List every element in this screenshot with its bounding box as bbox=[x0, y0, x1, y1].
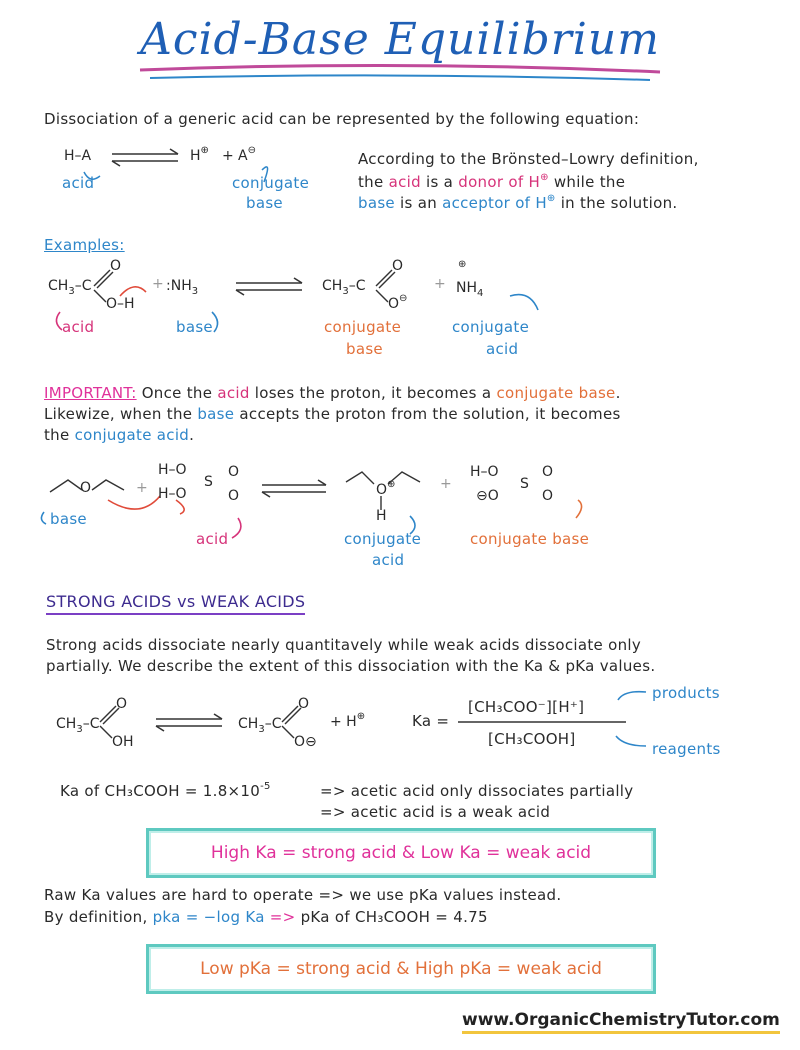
important-line-3: the conjugate acid. bbox=[44, 426, 195, 444]
equilibrium-arrow-1 bbox=[112, 149, 178, 166]
sulfuric-acid-o-1: O bbox=[228, 464, 240, 480]
rule-box-ka: High Ka = strong acid & Low Ka = weak acid bbox=[146, 828, 656, 878]
eq-reactant: H–A bbox=[64, 148, 92, 164]
page-title: Acid-Base Equilibrium bbox=[140, 14, 660, 65]
example2-label-base: base bbox=[50, 510, 87, 528]
ether-proton-arrow bbox=[108, 496, 160, 509]
examples-heading: Examples: bbox=[44, 236, 125, 254]
eq-product-a: A⊖ bbox=[238, 145, 256, 164]
definition-line-2: the acid is a donor of H⊕ while the bbox=[358, 172, 626, 191]
sulfuric-acid-ho-1: H–O bbox=[158, 462, 187, 478]
acetic-acid-oh: O–H bbox=[106, 296, 135, 312]
eq-product-h: H⊕ bbox=[190, 145, 209, 164]
strong-weak-p1: Strong acids dissociate nearly quantitavely while weak acids dissociate only bbox=[46, 636, 642, 654]
important-line-1: IMPORTANT: Once the acid loses the proton, it becomes a conjugate base. bbox=[44, 384, 621, 402]
example-label-acid: acid bbox=[62, 318, 95, 336]
acetate: $CH_3-C$ bbox=[322, 278, 366, 297]
acetic-acid-2: $CH_3-C$ bbox=[56, 716, 100, 735]
bisulfate-s: S bbox=[520, 476, 529, 492]
strong-weak-p2: partially. We describe the extent of this dissociation with the Ka & pKa values. bbox=[46, 657, 656, 675]
bisulfate-o-1: O bbox=[542, 464, 554, 480]
plus-1: + bbox=[152, 276, 164, 292]
label-products: products bbox=[652, 684, 720, 702]
sulfuric-acid-s: S bbox=[204, 474, 213, 490]
label-reagents: reagents bbox=[652, 740, 721, 758]
acetate-2-o: O bbox=[298, 696, 310, 712]
example-label-base: base bbox=[176, 318, 213, 336]
ammonium-charge: ⊕ bbox=[458, 259, 467, 270]
acid2-arrow bbox=[232, 518, 241, 538]
footer-url[interactable]: www.OrganicChemistryTutor.com bbox=[462, 1010, 780, 1034]
example-label-conj-acid-1: conjugate bbox=[452, 318, 530, 336]
sulfuric-acid-o-2: O bbox=[228, 488, 240, 504]
label-conjugate: conjugate bbox=[232, 174, 310, 192]
conclusion-1: => acetic acid only dissociates partially bbox=[320, 782, 634, 800]
example-label-conj-base-2: base bbox=[346, 340, 383, 358]
acetic-acid-2-o: O bbox=[116, 696, 128, 712]
title-underline-2 bbox=[150, 75, 650, 80]
equilibrium-arrow-4 bbox=[156, 714, 222, 731]
plus-4: + bbox=[440, 476, 452, 492]
ka-numerator: [CH₃COO⁻][H⁺] bbox=[468, 698, 585, 716]
rule-box-pka: Low pKa = strong acid & High pKa = weak acid bbox=[146, 944, 656, 994]
label-conjugate-base: base bbox=[246, 194, 283, 212]
title-underline bbox=[140, 65, 660, 72]
oxonium-h: H bbox=[376, 508, 387, 524]
acetate-2: $CH_3-C$ bbox=[238, 716, 282, 735]
eq-plus: + bbox=[222, 148, 234, 164]
acetate-o-minus: O⊖ bbox=[388, 293, 408, 312]
oxonium-o: O⊕ bbox=[376, 479, 396, 498]
acetic-acid-o: O bbox=[110, 258, 122, 274]
example2-label-conj-base: conjugate base bbox=[470, 530, 590, 548]
example2-label-acid: acid bbox=[196, 530, 229, 548]
conj-acid-arrow bbox=[510, 295, 538, 310]
plus-3: + bbox=[136, 480, 148, 496]
example-label-conj-acid-2: acid bbox=[486, 340, 519, 358]
acetic-acid-2-oh: OH bbox=[112, 734, 134, 750]
raw-ka-text: Raw Ka values are hard to operate => we use pKa values instead. bbox=[44, 886, 562, 904]
bisulfate-ho: H–O bbox=[470, 464, 499, 480]
example2-label-conj-acid-2: acid bbox=[372, 551, 405, 569]
definition-line-1: According to the Brönsted–Lowry definition, bbox=[358, 150, 699, 168]
conj-base2-arrow bbox=[576, 500, 582, 518]
strong-weak-heading: STRONG ACIDS vs WEAK ACIDS bbox=[46, 592, 305, 611]
acetate-2-plus-h: + H⊕ bbox=[330, 711, 366, 730]
definition-line-3: base is an acceptor of H⊕ in the solution. bbox=[358, 193, 678, 212]
intro-text: Dissociation of a generic acid can be represented by the following equation: bbox=[44, 110, 640, 128]
ka-label: Ka = bbox=[412, 712, 450, 730]
equilibrium-arrow-2 bbox=[236, 278, 302, 295]
base2-arrow bbox=[41, 512, 46, 524]
acetate-o: O bbox=[392, 258, 404, 274]
bisulfate-o-minus: ⊖O bbox=[476, 488, 499, 504]
label-acid: acid bbox=[62, 174, 95, 192]
example2-label-conj-acid-1: conjugate bbox=[344, 530, 422, 548]
oh-arrow bbox=[176, 500, 184, 514]
pka-definition: By definition, pka = −log Ka => pKa of CH₃COOH = 4.75 bbox=[44, 908, 488, 926]
products-arrow bbox=[618, 692, 646, 700]
equilibrium-arrow-3 bbox=[262, 480, 326, 497]
ka-value: Ka of CH₃COOH = $1.8\times 10^{-5}$ bbox=[60, 781, 271, 800]
ether-o: O bbox=[80, 480, 92, 496]
ka-denominator: [CH₃COOH] bbox=[488, 730, 576, 748]
acetic-acid: $CH_3-C$ bbox=[48, 278, 92, 297]
important-line-2: Likewize, when the base accepts the proton from the solution, it becomes bbox=[44, 405, 621, 423]
conclusion-2: => acetic acid is a weak acid bbox=[320, 803, 551, 821]
sulfuric-acid-ho-2: H–O bbox=[158, 486, 187, 502]
ammonia: $:NH_3$ bbox=[166, 278, 199, 297]
reagents-arrow bbox=[616, 736, 646, 746]
bisulfate-o-2: O bbox=[542, 488, 554, 504]
proton-arrow bbox=[120, 287, 146, 296]
acetate-2-o-minus: O⊖ bbox=[294, 734, 317, 750]
ammonium: $NH_4$ bbox=[456, 280, 484, 299]
plus-2: + bbox=[434, 276, 446, 292]
example-label-conj-base-1: conjugate bbox=[324, 318, 402, 336]
